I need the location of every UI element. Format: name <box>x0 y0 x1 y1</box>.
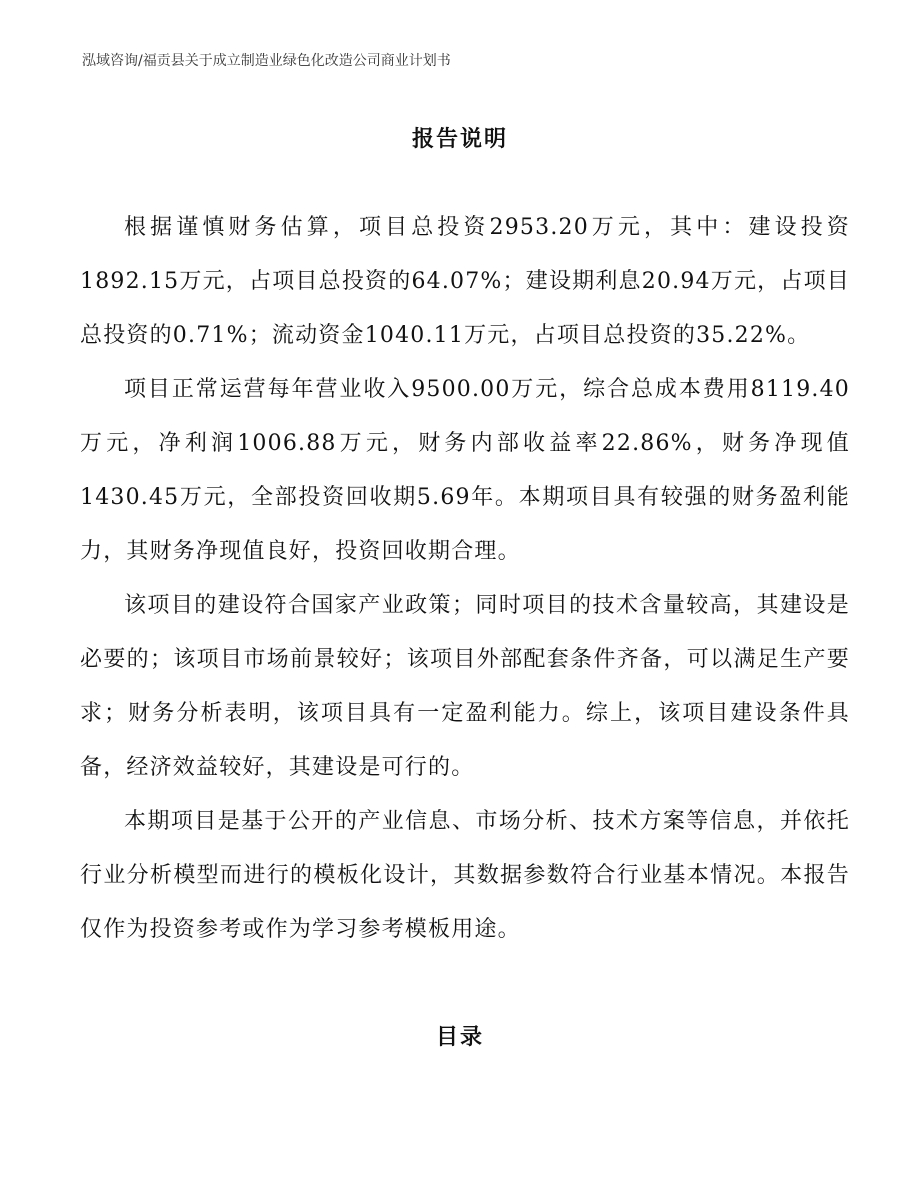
running-header: 泓域咨询/福贡县关于成立制造业绿色化改造公司商业计划书 <box>82 53 451 69</box>
report-title: 报告说明 <box>411 127 508 152</box>
report-body <box>80 201 850 957</box>
paragraph-disclaimer: 本期项目是基于公开的产业信息、市场分析、技术方案等信息，并依托行业分析模型而进行的模板化设计，其数据参数符合行业基本情况。本报告仅作为投资参考或作为学习参考模板用途。 <box>80 809 850 942</box>
paragraph-investment: 根据谨慎财务估算，项目总投资2953.20万元，其中：建设投资1892.15万元，占项目总投资的64.07%；建设期利息20.94万元，占项目总投资的0.71%；流动资金1040.11万元，占项目总投资的35.22%。 <box>80 215 850 348</box>
paragraph-feasibility: 该项目的建设符合国家产业政策；同时项目的技术含量较高，其建设是必要的；该项目市场前景较好；该项目外部配套条件齐备，可以满足生产要求；财务分析表明，该项目具有一定盈利能力。综上，该项目建设条件具备，经济效益较好，其建设是可行的。 <box>80 593 850 780</box>
toc-title: 目录 <box>435 1025 484 1050</box>
paragraph-financials: 项目正常运营每年营业收入9500.00万元，综合总成本费用8119.40万元，净利润1006.88万元，财务内部收益率22.86%，财务净现值1430.45万元，全部投资回收期5.69年。本期项目具有较强的财务盈利能力，其财务净现值良好，投资回收期合理。 <box>80 377 850 564</box>
